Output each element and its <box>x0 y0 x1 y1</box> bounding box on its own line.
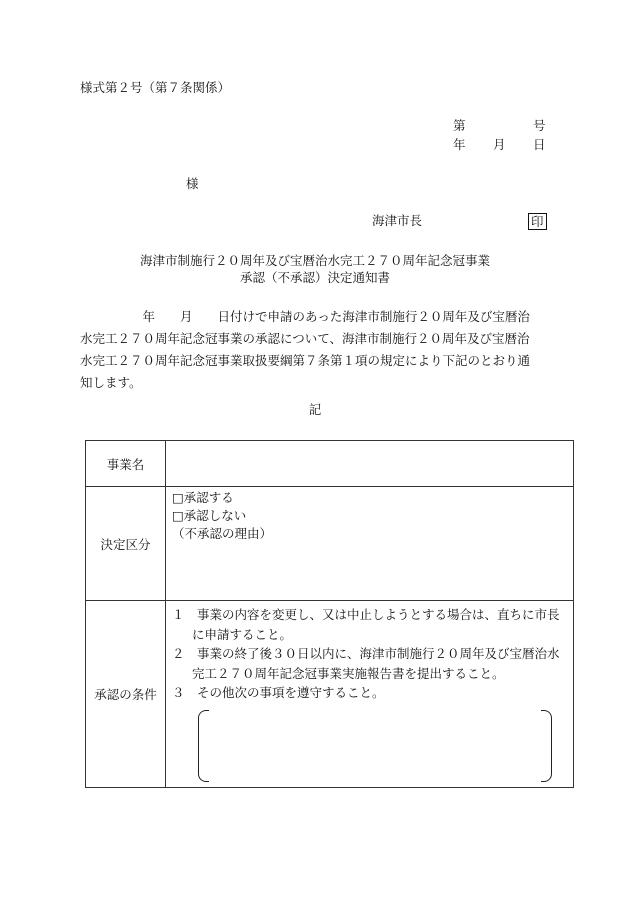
conditions-field <box>166 601 574 788</box>
body-line: 知します。 <box>80 375 142 390</box>
table-row <box>86 441 574 487</box>
table-row <box>86 601 574 788</box>
decision-table <box>85 440 574 788</box>
table-row <box>86 487 574 601</box>
body-line: 水完工２７０周年記念冠事業取扱要綱第７条第１項の規定により下記のとおり通 <box>80 353 531 368</box>
seal-mark: 印 <box>528 213 547 230</box>
right-bracket <box>541 710 552 782</box>
document-title-line1: 海津市制施行２０周年及び宝暦治水完工２７０周年記念冠事業 <box>139 253 490 268</box>
condition-item: １ 事業の内容を変更し、又は中止しようとする場合は、直ちに市長に申請すること。 <box>172 607 560 642</box>
date-year: 年 <box>453 137 466 152</box>
project-name-field[interactable] <box>166 441 574 487</box>
rejection-reason-label: （不承認の理由） <box>172 526 273 541</box>
project-name-label: 事業名 <box>86 441 166 487</box>
body-line: 水完工２７０周年記念冠事業の承認について、海津市制施行２０周年及び宝暦治 <box>80 331 530 346</box>
condition-item: ２ 事業の終了後３０日以内に、海津市制施行２０周年及び宝暦治水完工２７０周年記念冠事業実施報告書を提出すること。 <box>172 646 560 681</box>
ki-heading: 記 <box>308 402 322 417</box>
date-month: 月 <box>493 137 506 152</box>
decision-label: 決定区分 <box>86 487 166 601</box>
notice-body <box>80 306 575 394</box>
number-prefix: 第 <box>453 118 466 133</box>
decision-field <box>166 487 574 601</box>
issuer-name: 海津市長 <box>372 213 423 228</box>
document-title-line2: 承認（不承認）決定通知書 <box>239 270 390 285</box>
number-suffix: 号 <box>533 118 546 133</box>
form-label: 様式第２号（第７条関係） <box>80 80 231 95</box>
addressee-suffix: 様 <box>186 176 199 191</box>
condition-item: ３ その他次の事項を遵守すること。 <box>172 685 385 700</box>
left-bracket <box>198 710 209 782</box>
body-line: 年 月 日付けで申請のあった海津市制施行２０周年及び宝暦治 <box>80 309 530 324</box>
conditions-label: 承認の条件 <box>86 601 166 788</box>
date-day: 日 <box>533 137 546 152</box>
reject-checkbox[interactable]: □承認しない <box>172 508 247 523</box>
approve-checkbox[interactable]: □承認する <box>172 490 234 505</box>
